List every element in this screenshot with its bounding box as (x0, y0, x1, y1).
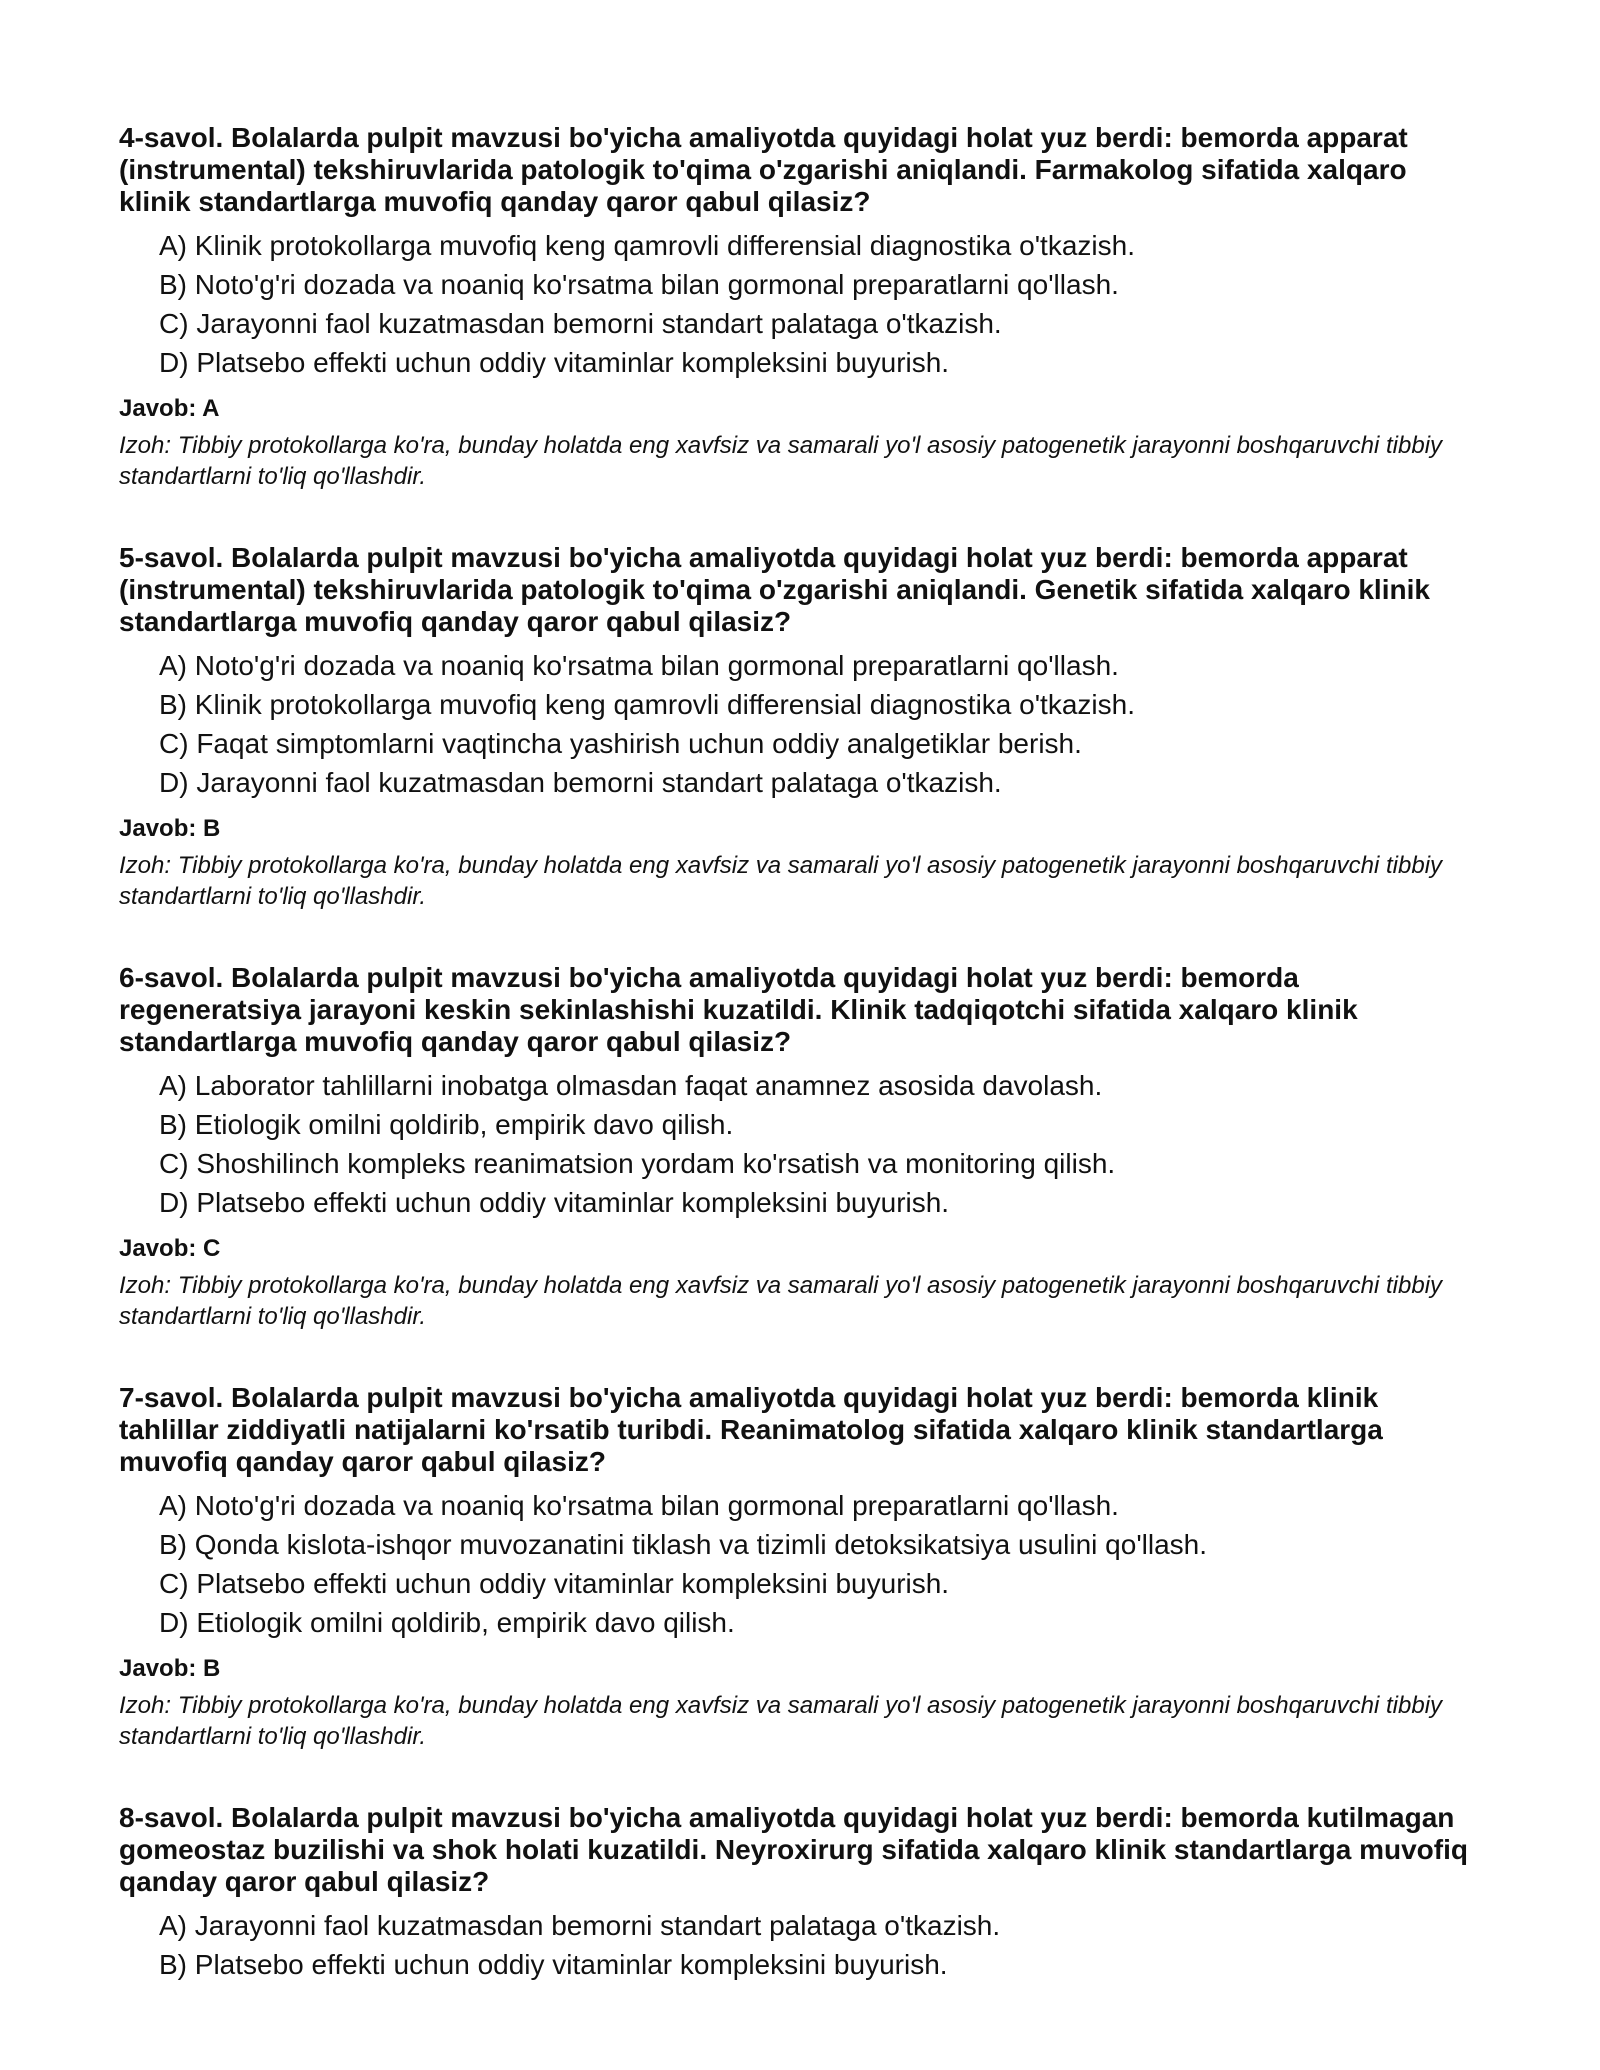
option-b: B) Etiologik omilni qoldirib, empirik davo qilish. (159, 1109, 734, 1140)
question-block (119, 962, 1479, 1332)
question-title: 7-savol. Bolalarda pulpit mavzusi bo'yicha amaliyotda quyidagi holat yuz berdi: bemorda klinik tahlillar ziddiyatli natijalarni ko'rsatib turibdi. Reanimatolog sifatida xalqaro klinik standartlarga muvofiq qanday qaror qabul qilasiz? (119, 1382, 1383, 1477)
explanation-note: Izoh: Tibbiy protokollarga ko'ra, bunday holatda eng xavfsiz va samarali yo'l asosiy patogenetik jarayonni boshqaruvchi tibbiy standartlarni to'liq qo'llashdir. (119, 1692, 1443, 1750)
option-d: D) Platsebo effekti uchun oddiy vitaminlar kompleksini buyurish. (159, 347, 950, 378)
option-c: C) Faqat simptomlarni vaqtincha yashirish uchun oddiy analgetiklar berish. (159, 728, 1082, 759)
option-b: B) Klinik protokollarga muvofiq keng qamrovli differensial diagnostika o'tkazish. (159, 689, 1135, 720)
options-list (119, 226, 1479, 382)
options-list (119, 646, 1479, 802)
option-a: A) Noto'g'ri dozada va noaniq ko'rsatma bilan gormonal preparatlarni qo'llash. (159, 1490, 1119, 1521)
question-title: 4-savol. Bolalarda pulpit mavzusi bo'yicha amaliyotda quyidagi holat yuz berdi: bemorda apparat (instrumental) tekshiruvlarida patologik to'qima o'zgarishi aniqlandi. Farmakolog sifatida xalqaro klinik standartlarga muvofiq qanday qaror qabul qilasiz? (119, 122, 1408, 217)
option-a: A) Jarayonni faol kuzatmasdan bemorni standart palataga o'tkazish. (159, 1910, 1001, 1941)
option-a: A) Klinik protokollarga muvofiq keng qamrovli differensial diagnostika o'tkazish. (159, 230, 1135, 261)
question-title: 6-savol. Bolalarda pulpit mavzusi bo'yicha amaliyotda quyidagi holat yuz berdi: bemorda regeneratsiya jarayoni keskin sekinlashishi kuzatildi. Klinik tadqiqotchi sifatida xalqaro klinik standartlarga muvofiq qanday qaror qabul qilasiz? (119, 962, 1358, 1057)
option-c: C) Shoshilinch kompleks reanimatsion yordam ko'rsatish va monitoring qilish. (159, 1148, 1116, 1179)
question-block (119, 542, 1479, 912)
options-list (119, 1906, 1479, 1984)
question-block (119, 1382, 1479, 1752)
option-a: A) Laborator tahlillarni inobatga olmasdan faqat anamnez asosida davolash. (159, 1070, 1103, 1101)
answer-label: Javob: A (119, 395, 220, 422)
question-block (119, 122, 1479, 492)
explanation-note: Izoh: Tibbiy protokollarga ko'ra, bunday holatda eng xavfsiz va samarali yo'l asosiy patogenetik jarayonni boshqaruvchi tibbiy standartlarni to'liq qo'llashdir. (119, 1272, 1443, 1330)
question-title: 5-savol. Bolalarda pulpit mavzusi bo'yicha amaliyotda quyidagi holat yuz berdi: bemorda apparat (instrumental) tekshiruvlarida patologik to'qima o'zgarishi aniqlandi. Genetik sifatida xalqaro klinik standartlarga muvofiq qanday qaror qabul qilasiz? (119, 542, 1430, 637)
explanation-note: Izoh: Tibbiy protokollarga ko'ra, bunday holatda eng xavfsiz va samarali yo'l asosiy patogenetik jarayonni boshqaruvchi tibbiy standartlarni to'liq qo'llashdir. (119, 852, 1443, 910)
option-d: D) Jarayonni faol kuzatmasdan bemorni standart palataga o'tkazish. (159, 767, 1002, 798)
question-title: 8-savol. Bolalarda pulpit mavzusi bo'yicha amaliyotda quyidagi holat yuz berdi: bemorda kutilmagan gomeostaz buzilishi va shok holati kuzatildi. Neyroxirurg sifatida xalqaro klinik standartlarga muvofiq qanday qaror qabul qilasiz? (119, 1802, 1468, 1897)
explanation-note: Izoh: Tibbiy protokollarga ko'ra, bunday holatda eng xavfsiz va samarali yo'l asosiy patogenetik jarayonni boshqaruvchi tibbiy standartlarni to'liq qo'llashdir. (119, 432, 1443, 490)
option-b: B) Platsebo effekti uchun oddiy vitaminlar kompleksini buyurish. (159, 1949, 948, 1980)
question-block (119, 1802, 1479, 1984)
options-list (119, 1486, 1479, 1642)
document-page (119, 122, 1479, 2034)
option-b: B) Qonda kislota-ishqor muvozanatini tiklash va tizimli detoksikatsiya usulini qo'llash. (159, 1529, 1208, 1560)
option-d: D) Platsebo effekti uchun oddiy vitaminlar kompleksini buyurish. (159, 1187, 950, 1218)
option-c: C) Platsebo effekti uchun oddiy vitaminlar kompleksini buyurish. (159, 1568, 950, 1599)
option-b: B) Noto'g'ri dozada va noaniq ko'rsatma bilan gormonal preparatlarni qo'llash. (159, 269, 1119, 300)
options-list (119, 1066, 1479, 1222)
answer-label: Javob: C (119, 1235, 221, 1262)
option-d: D) Etiologik omilni qoldirib, empirik davo qilish. (159, 1607, 735, 1638)
answer-label: Javob: B (119, 1655, 221, 1682)
answer-label: Javob: B (119, 815, 221, 842)
option-c: C) Jarayonni faol kuzatmasdan bemorni standart palataga o'tkazish. (159, 308, 1002, 339)
option-a: A) Noto'g'ri dozada va noaniq ko'rsatma bilan gormonal preparatlarni qo'llash. (159, 650, 1119, 681)
